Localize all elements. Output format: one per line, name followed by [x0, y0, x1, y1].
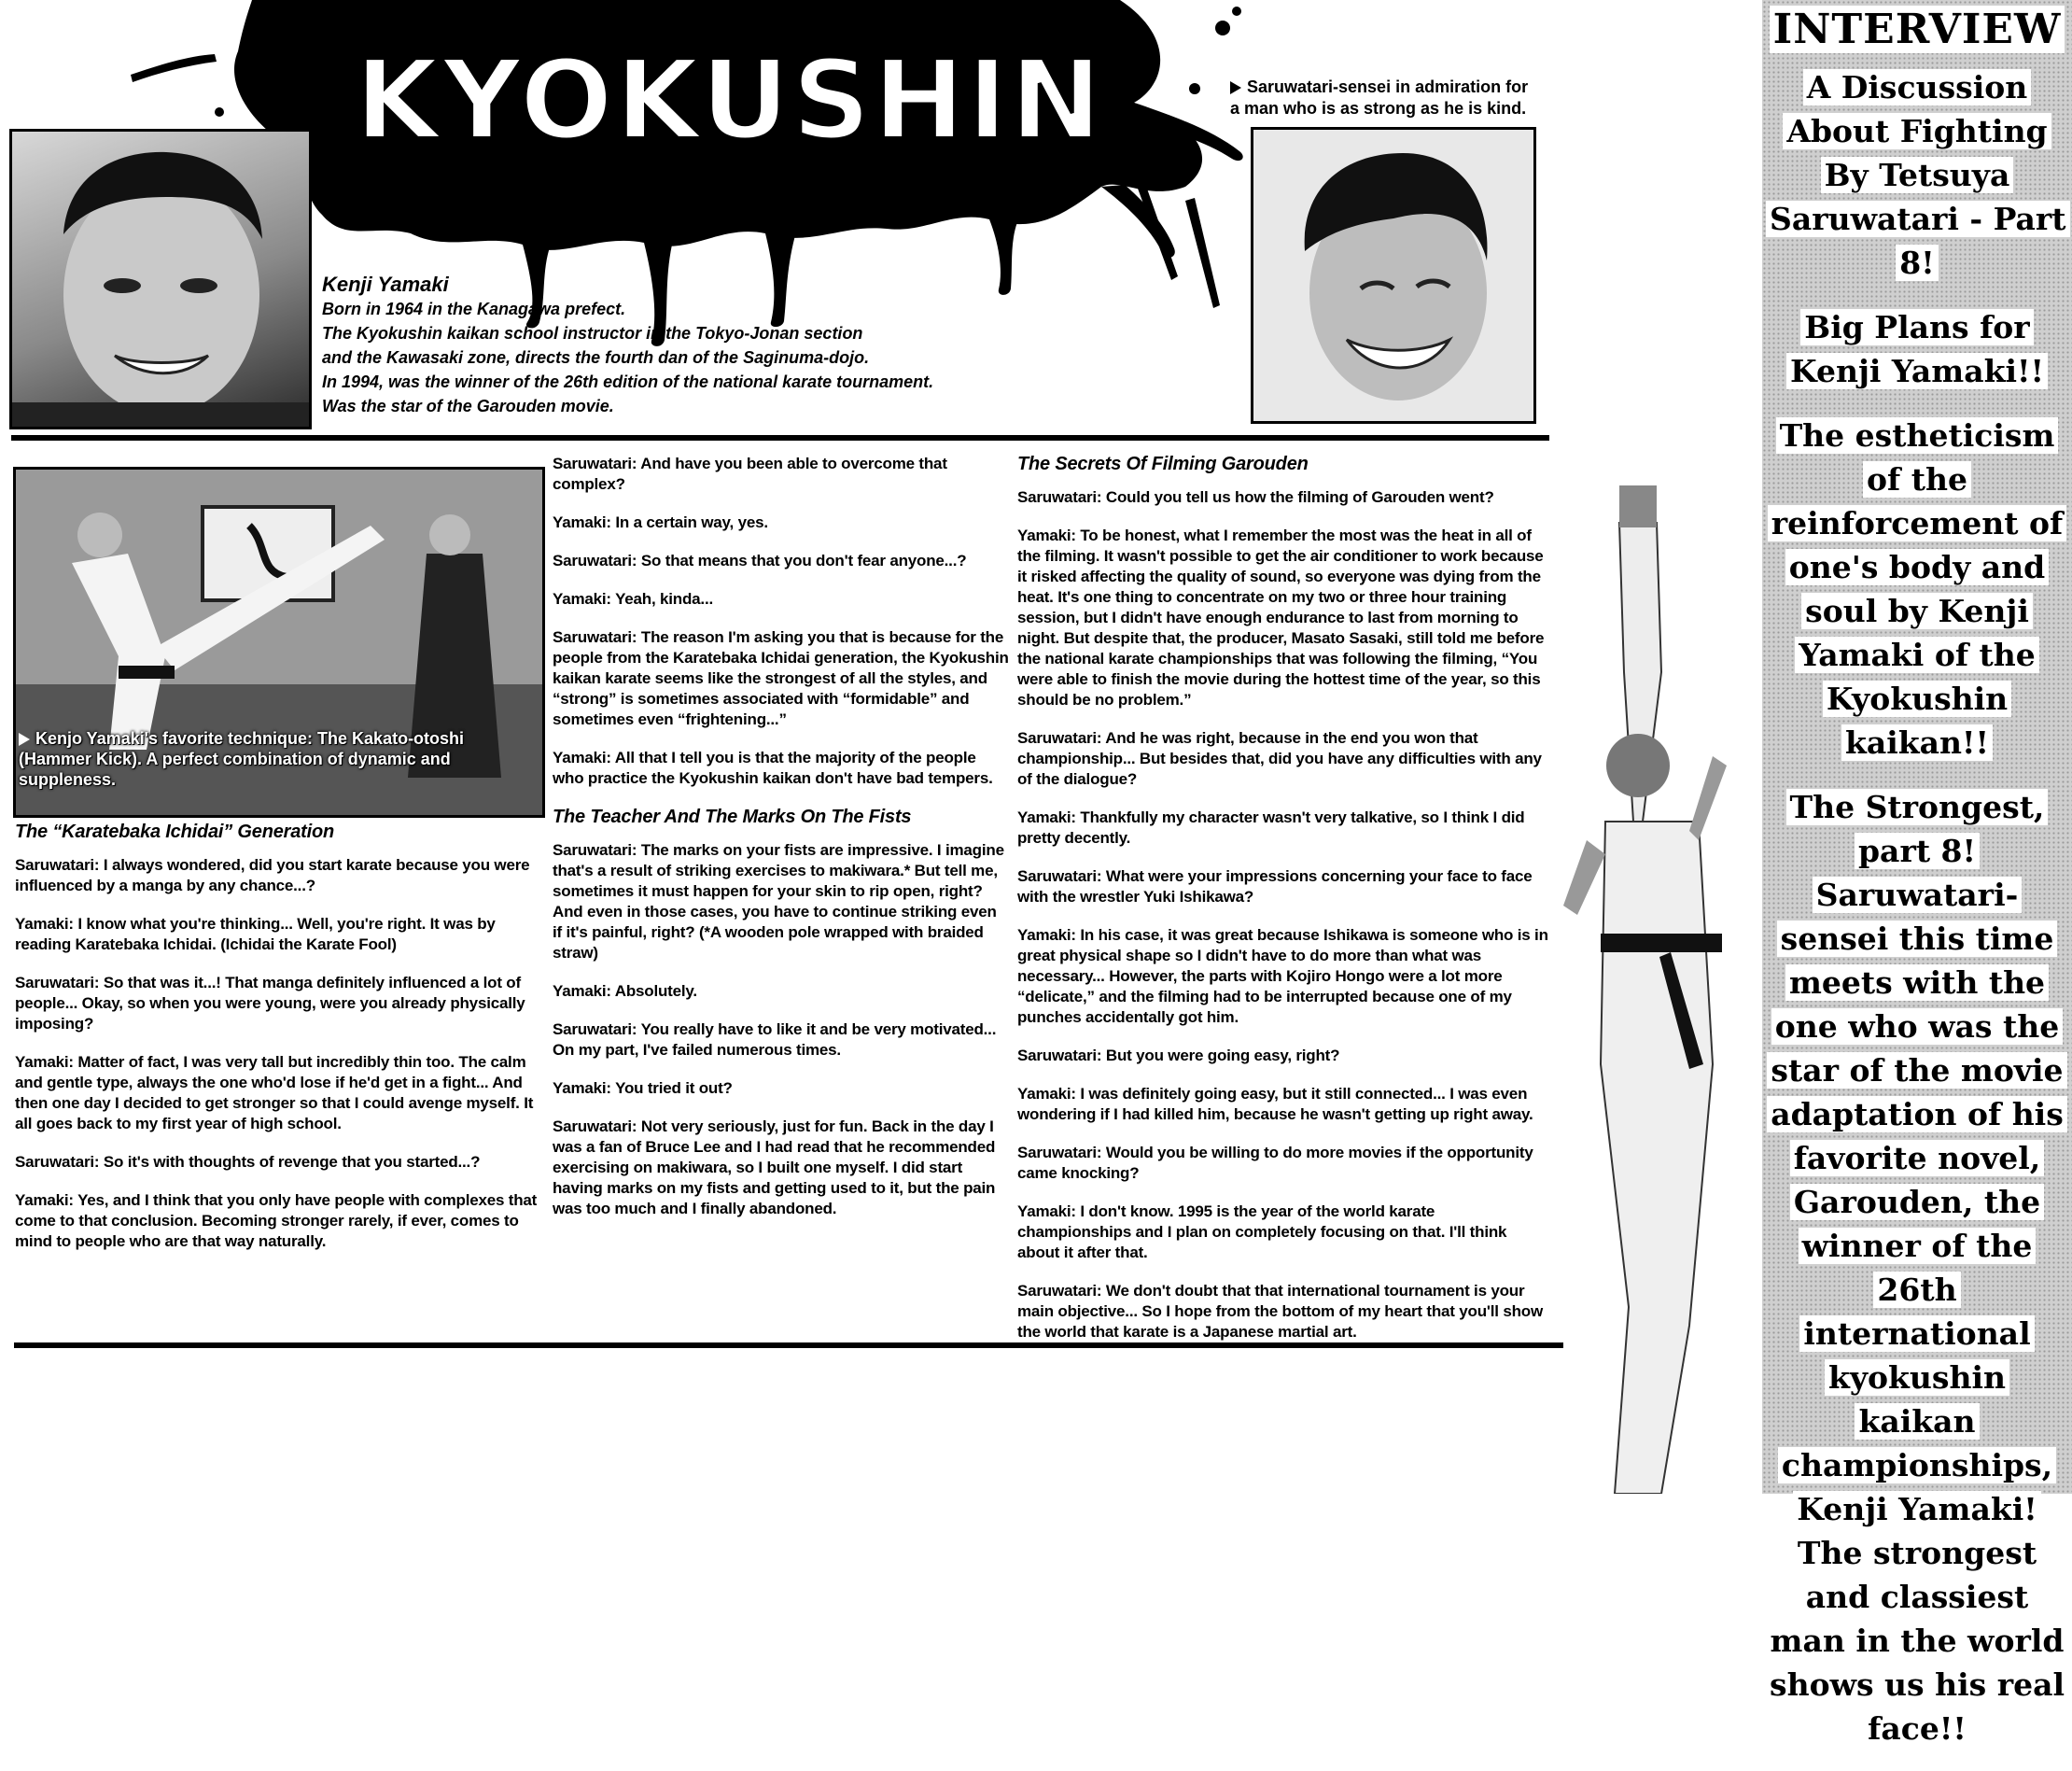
paragraph: Yamaki: All that I tell you is that the majority of the people who practice the Kyokushin kaikan don't have bad tempers.: [553, 749, 993, 787]
sidebar-paragraph: The Strongest, part 8! Saruwatari-sensei this time meets with the one who was the star of the movie adaptation of his favorite novel, Garouden, the winner of the 26th international kyokushin kaikan championships, Kenji Yamaki! The strongest and classiest man in the world shows us his real face!!: [1766, 789, 2068, 1747]
pointer-icon: [19, 733, 30, 746]
paragraph: Yamaki: In his case, it was great because Ishikawa is someone who is in great physical shape so I didn't have to do more than what was necessary... However, the parts with Kojiro Hongo were a lot more “delicate,” and the filming had to be interrupted because one of my punches accidentally got him.: [1017, 926, 1548, 1026]
sidebar-title: [1766, 6, 2068, 53]
paragraph: Yamaki: Thankfully my character wasn't very talkative, so I think I did pretty decently.: [1017, 808, 1525, 847]
bio-line: In 1994, was the winner of the 26th edition of the national karate tournament.: [322, 372, 934, 391]
paragraph: Yamaki: To be honest, what I remember the most was the heat in all of the filming. It wasn't possible to get the air conditioner to work because it risked affecting the quality of sound, so everyone was dying from the heat. It's one thing to concentrate on my two or three hour training session, but I didn't have enough endurance to last from morning to night. But despite that, the producer, Masato Sasaki, still told me before the national karate championships that was following the filming, “You were able to finish the movie during the hottest time of the year, so this should be no problem.”: [1017, 527, 1545, 709]
sidebar-paragraph: The estheticism of the reinforcement of one's body and soul by Kenji Yamaki of the Kyokushin kaikan!!: [1768, 417, 2066, 761]
sidebar-title-text: INTERVIEW: [1770, 6, 2065, 53]
paragraph: Yamaki: Absolutely.: [553, 982, 697, 1000]
caption-line: Kenjo Yamaki's favorite technique: The Kakato-otoshi: [35, 729, 465, 748]
paragraph: Yamaki: Matter of fact, I was very tall but incredibly thin too. The calm and gentle type, always the one who'd lose if he'd get in a fight... And then one day I decided to get stronger so that I could avenge myself. It all goes back to my first year of high school.: [15, 1053, 534, 1132]
caption-line: (Hammer Kick). A perfect combination of dynamic and: [19, 750, 451, 768]
paragraph: Yamaki: I was definitely going easy, but it still connected... I was even wondering if I had killed him, because he wasn't getting up right away.: [1017, 1085, 1533, 1123]
paragraph: Saruwatari: The marks on your fists are impressive. I imagine that's a result of striking exercises to makiwara.* But tell me, sometimes it must happen for your skin to rip open, right? And even in those cases, you have to continue striking even if it's painful, right? (*A wooden pole wrapped with braided straw): [553, 841, 1004, 962]
paragraph: Yamaki: You tried it out?: [553, 1079, 733, 1097]
paragraph: Yamaki: I don't know. 1995 is the year of the world karate championships and I plan on completely focusing on that. I'll think about it after that.: [1017, 1202, 1507, 1261]
bio-line: Born in 1964 in the Kanagawa prefect.: [322, 300, 626, 318]
paragraph: Saruwatari: Could you tell us how the filming of Garouden went?: [1017, 488, 1494, 506]
paragraph: Saruwatari: I always wondered, did you start karate because you were influenced by a manga by any chance...?: [15, 856, 530, 894]
divider: [11, 435, 1549, 441]
paragraph: Saruwatari: Would you be willing to do more movies if the opportunity came knocking?: [1017, 1144, 1533, 1182]
paragraph: Saruwatari: But you were going easy, right?: [1017, 1047, 1340, 1064]
paragraph: Yamaki: I know what you're thinking... Well, you're right. It was by reading Karatebaka Ichidai. (Ichidai the Karate Fool): [15, 915, 496, 953]
portrait-saruwatari: [1251, 127, 1536, 424]
bio-line: Was the star of the Garouden movie.: [322, 397, 614, 415]
paragraph: Saruwatari: What were your impressions concerning your face to face with the wrestler Yuki Ishikawa?: [1017, 867, 1533, 906]
section-heading: The Secrets Of Filming Garouden: [1017, 454, 1309, 474]
paragraph: Saruwatari: So that means that you don't fear anyone...?: [553, 552, 967, 569]
article-column-3: [1017, 454, 1549, 1360]
paragraph: Yamaki: Yeah, kinda...: [553, 590, 713, 608]
pointer-icon: [1230, 81, 1241, 94]
bio-block: [322, 273, 1162, 418]
action-photo-caption: [19, 728, 537, 790]
paragraph: Yamaki: Yes, and I think that you only have people with complexes that come to that conclusion. Becoming stronger rarely, if ever, comes to mind to people who are that way naturally.: [15, 1191, 538, 1250]
paragraph: Saruwatari: We don't doubt that that international tournament is your main objective... So I hope from the bottom of my heart that you'll show the world that karate is a Japanese martial art.: [1017, 1282, 1543, 1341]
bio-line: The Kyokushin kaikan school instructor in the Tokyo-Jonan section: [322, 324, 863, 343]
caption-line: suppleness.: [19, 770, 117, 789]
article-column-1: [15, 822, 538, 1270]
caption-line: a man who is as strong as he is kind.: [1230, 99, 1527, 118]
bio-line: and the Kawasaki zone, directs the fourth dan of the Saginuma-dojo.: [322, 348, 870, 367]
paragraph: Saruwatari: So that was it...! That manga definitely influenced a lot of people... Okay, so when you were young, were you already physically imposing?: [15, 974, 525, 1033]
bio-name: Kenji Yamaki: [322, 273, 449, 296]
paragraph: Saruwatari: The reason I'm asking you that is because for the people from the Karatebaka Ichidai generation, the Kyokushin kaikan karate seems like the strongest of all the styles, and “strong” is sometimes associated with “formidable” and sometimes even “frightening...”: [553, 628, 1009, 728]
paragraph: Saruwatari: You really have to like it and be very motivated... On my part, I've failed numerous times.: [553, 1020, 997, 1059]
section-heading: The “Karatebaka Ichidai” Generation: [15, 822, 334, 842]
karateka-figure: [1549, 485, 1736, 1494]
paragraph: Saruwatari: And have you been able to overcome that complex?: [553, 455, 947, 493]
section-heading: The Teacher And The Marks On The Fists: [553, 807, 912, 827]
paragraph: Saruwatari: And he was right, because in the end you won that championship... But besides that, did you have any difficulties with any of the dialogue?: [1017, 729, 1542, 788]
sidebar-paragraph: A Discussion About Fighting By Tetsuya Saruwatari - Part 8!: [1766, 69, 2070, 281]
paragraph: Saruwatari: Not very seriously, just for fun. Back in the day I was a fan of Bruce Lee and I had read that he recommended exercising on makiwara, so I built one myself. I did start having marks on my fists and getting used to it, but the pain was too much and I finally abandoned.: [553, 1117, 996, 1217]
sidebar-paragraph: Big Plans for Kenji Yamaki!!: [1786, 309, 2048, 389]
paragraph: Yamaki: In a certain way, yes.: [553, 513, 768, 531]
paragraph: Saruwatari: So it's with thoughts of revenge that you started...?: [15, 1153, 481, 1171]
article-column-2: [553, 454, 1010, 1237]
page-headline: KYOKUSHIN: [355, 35, 1104, 164]
portrait-caption: [1230, 77, 1585, 119]
portrait-kenji-yamaki: [9, 129, 312, 429]
caption-line: Saruwatari-sensei in admiration for: [1247, 77, 1529, 96]
sidebar-body: [1766, 65, 2068, 1771]
